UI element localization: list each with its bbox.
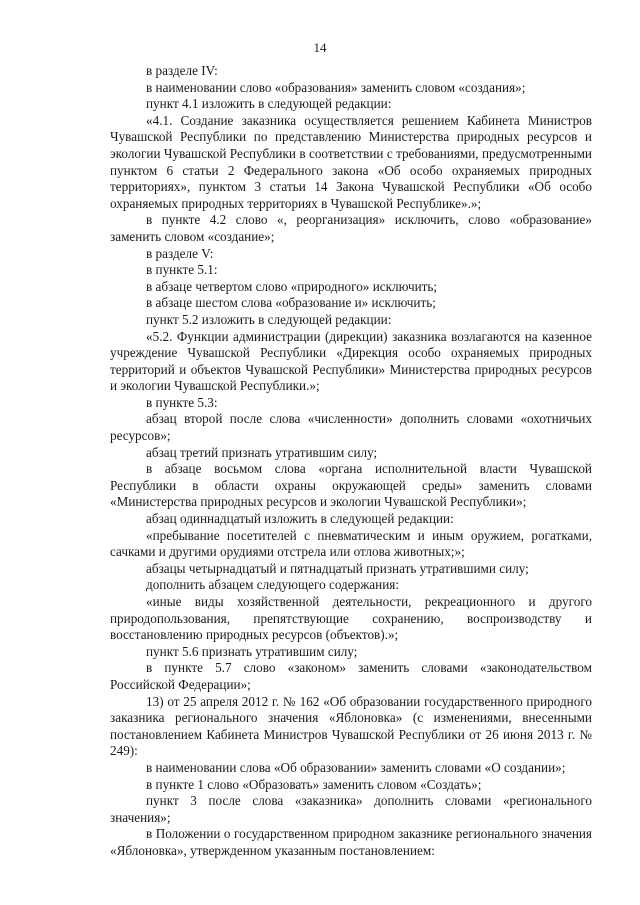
paragraph: пункт 3 после слова «заказника» дополнить словами «регионального значения»; <box>110 793 592 825</box>
paragraph: абзац одиннадцатый изложить в следующей редакции: <box>146 511 454 527</box>
paragraph: в пункте 4.2 слово «, реорганизация» исключить, слово «образование» заменить словом «создание»; <box>110 212 592 244</box>
paragraph: пункт 4.1 изложить в следующей редакции: <box>146 96 392 112</box>
paragraph: абзацы четырнадцатый и пятнадцатый признать утратившими силу; <box>146 560 529 576</box>
paragraph: в абзаце восьмом слова «органа исполнительной власти Чувашской Республики в области охраны окружающей среды» заменить словами «Министерства природных ресурсов и экологии Чувашской Республики»; <box>110 461 592 510</box>
paragraph: абзац второй после слова «численности» дополнить словами «охотничьих ресурсов»; <box>110 411 592 444</box>
paragraph: в Положении о государственном природном заказнике регионального значения «Яблоновка», утвержденном указанным постановлением: <box>110 826 592 858</box>
paragraph: в наименовании слова «Об образовании» заменить словами «О создании»; <box>146 759 566 775</box>
paragraph: пункт 5.6 признать утратившим силу; <box>146 643 358 659</box>
paragraph: в разделе V: <box>146 245 214 261</box>
paragraph: «пребывание посетителей с пневматическим и иным оружием, рогатками, сачками и другими орудиями отстрела или отлова животных;»; <box>110 527 592 560</box>
paragraph: абзац третий признать утратившим силу; <box>146 444 378 460</box>
paragraph: в пункте 5.7 слово «законом» заменить словами «законодательством Российской Федерации»; <box>110 660 592 692</box>
paragraph: «5.2. Функции администрации (дирекции) заказника возлагаются на казенное учреждение Чувашской Республики «Дирекция особо охраняемых природных территорий и объектов Чувашской Республики» Министерства природных ресурсов и экологии Чувашской Республики.»; <box>110 328 592 394</box>
paragraph: «иные виды хозяйственной деятельности, рекреационного и другого природопользования, препятствующие сохранению, воспроизводству и восстановлению природных ресурсов (объектов).»; <box>110 594 592 643</box>
document-body <box>110 63 592 860</box>
paragraph: в абзаце шестом слова «образование и» исключить; <box>146 295 436 311</box>
paragraph: в наименовании слово «образования» заменить словом «создания»; <box>146 79 526 95</box>
paragraph: в пункте 5.1: <box>146 262 218 278</box>
paragraph: в абзаце четвертом слово «природного» исключить; <box>146 278 438 294</box>
paragraph: в пункте 5.3: <box>146 394 218 410</box>
paragraph: 13) от 25 апреля 2012 г. № 162 «Об образовании государственного природного заказника регионального значения «Яблоновка» (с изменениями, внесенными постановлением Кабинета Министров Чувашской Республики от 26 июня 2013 г. № 249): <box>110 693 592 759</box>
paragraph: пункт 5.2 изложить в следующей редакции: <box>146 311 392 327</box>
paragraph: в разделе IV: <box>146 63 218 78</box>
paragraph: «4.1. Создание заказника осуществляется решением Кабинета Министров Чувашской Республики по представлению Министерства природных ресурсов и экологии Чувашской Республики в соответствии с требованиями, предусмотренными пунктом 6 статьи 2 Федерального закона «Об особо охраняемых природных территориях», пунктом 3 статьи 14 Закона Чувашской Республики «Об особо охраняемых природных территориях в Чувашской Республике».»; <box>110 112 592 211</box>
paragraph: дополнить абзацем следующего содержания: <box>146 577 400 593</box>
paragraph: в пункте 1 слово «Образовать» заменить словом «Создать»; <box>146 776 482 792</box>
page-number: 14 <box>313 40 327 55</box>
